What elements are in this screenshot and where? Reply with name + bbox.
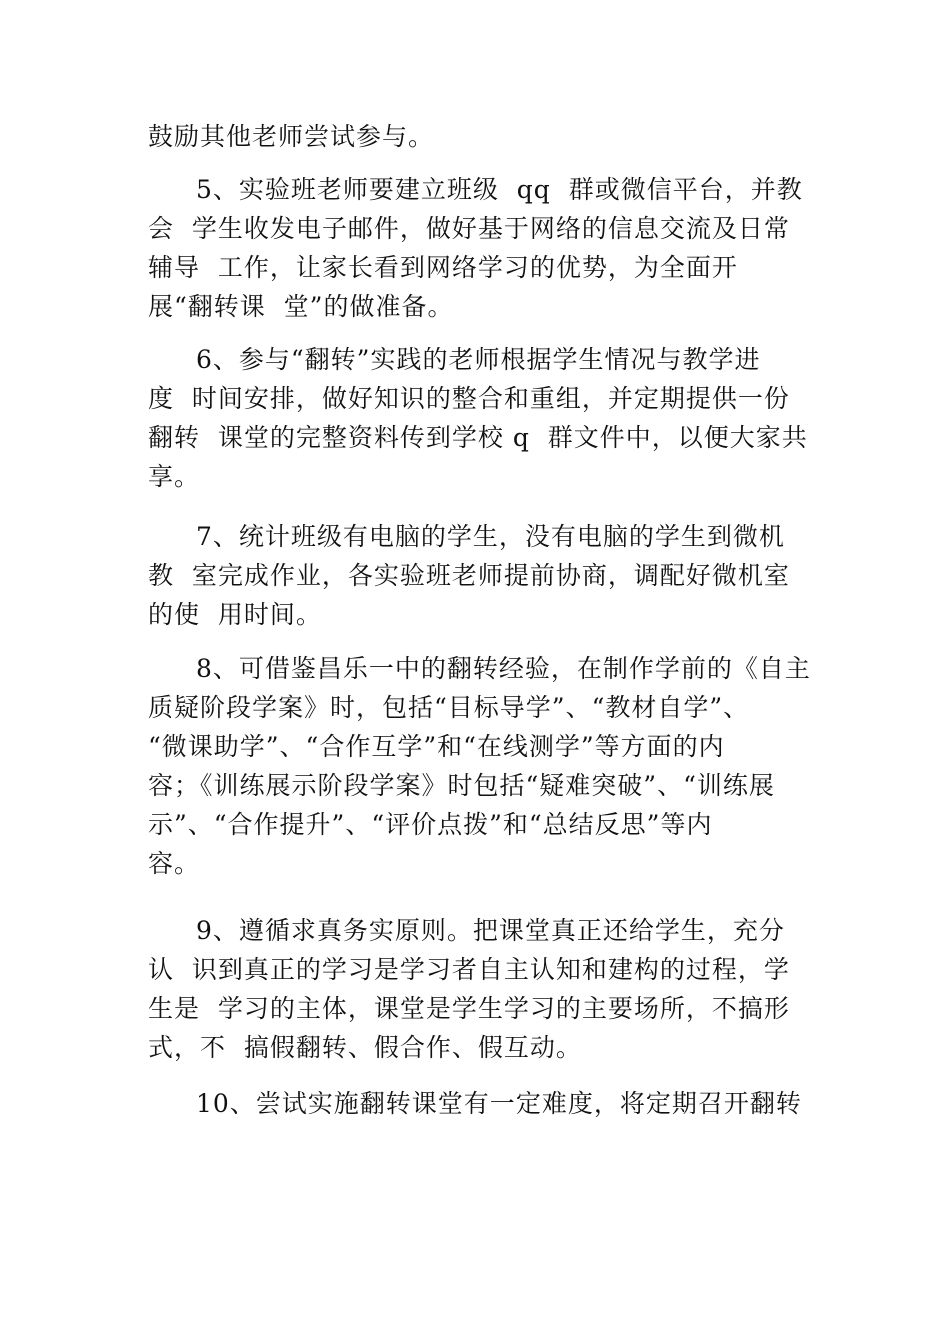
paragraph-8-line-3: “微课助学”、“合作互学”和“在线测学”等方面的内	[148, 732, 725, 761]
paragraph-8-line-6: 容。	[148, 849, 201, 878]
paragraph-10-line-1: 10、尝试实施翻转课堂有一定难度，将定期召开翻转	[196, 1089, 802, 1118]
paragraph-8-line-4: 容；《训练展示阶段学案》时包括“疑难突破”、“训练展	[148, 771, 775, 800]
paragraph-5-line-4: 展“翻转课 堂”的做准备。	[148, 292, 454, 321]
paragraph-9-line-1: 9、遵循求真务实原则。把课堂真正还给学生，充分	[196, 916, 785, 945]
paragraph-8-line-2: 质疑阶段学案》时，包括“目标导学”、“教材自学”、	[148, 693, 750, 722]
paragraph-9-line-2: 认 识到真正的学习是学习者自主认知和建构的过程，学	[148, 955, 790, 984]
paragraph-7-line-2: 教 室完成作业，各实验班老师提前协商，调配好微机室	[148, 561, 790, 590]
paragraph-5-line-1: 5、实验班老师要建立班级 qq 群或微信平台，并教	[196, 175, 803, 204]
paragraph-5-line-3: 辅导 工作，让家长看到网络学习的优势，为全面开	[148, 253, 738, 282]
paragraph-7-line-3: 的使 用时间。	[148, 600, 322, 629]
paragraph-9-line-3: 生是 学习的主体，课堂是学生学习的主要场所，不搞形	[148, 994, 790, 1023]
paragraph-6-line-3: 翻转 课堂的完整资料传到学校 q 群文件中，以便大家共	[148, 423, 808, 452]
paragraph-9-line-4: 式，不 搞假翻转、假合作、假互动。	[148, 1033, 582, 1062]
paragraph-7-line-1: 7、统计班级有电脑的学生，没有电脑的学生到微机	[196, 522, 785, 551]
paragraph-5-line-2: 会 学生收发电子邮件，做好基于网络的信息交流及日常	[148, 214, 790, 243]
paragraph-6-line-4: 享。	[148, 462, 201, 491]
paragraph-8-line-1: 8、可借鉴昌乐一中的翻转经验，在制作学前的《自主	[196, 654, 811, 683]
paragraph-6-line-2: 度 时间安排，做好知识的整合和重组，并定期提供一份	[148, 384, 790, 413]
paragraph-8-line-5: 示”、“合作提升”、“评价点拨”和“总结反思”等内	[148, 810, 713, 839]
paragraph-6-line-1: 6、参与“翻转”实践的老师根据学生情况与教学进	[196, 345, 761, 374]
text-line: 鼓励其他老师尝试参与。	[148, 122, 435, 151]
